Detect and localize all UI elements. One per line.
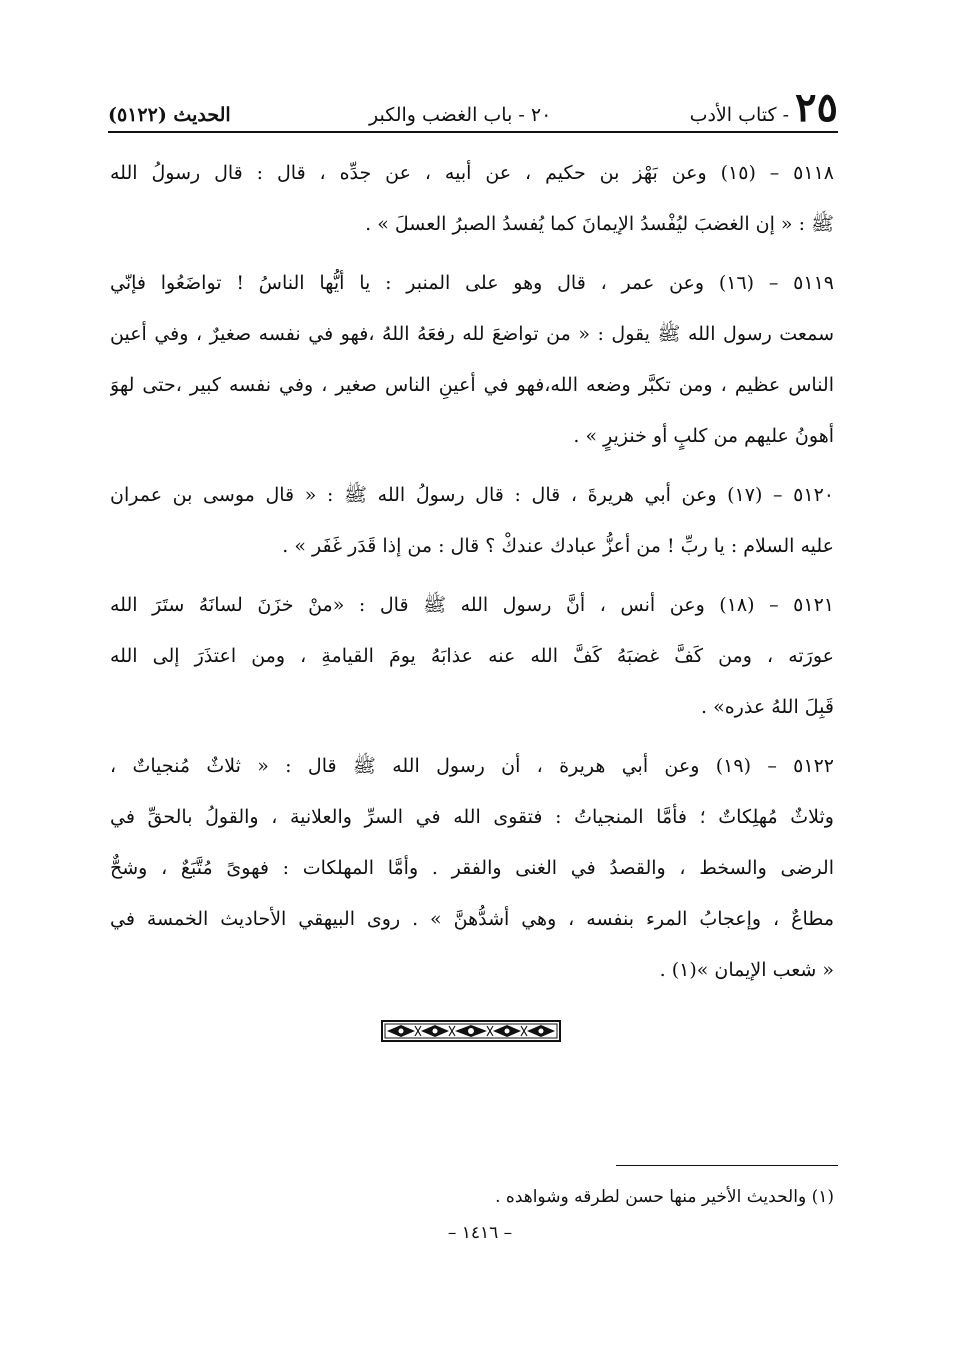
page-body <box>110 148 834 1004</box>
text-line: ٥١٢١ – (١٨) وعن أنس ، أنَّ رسول الله ﷺ قال : «منْ خزَنَ لسانَهُ ستَرَ الله <box>110 594 834 616</box>
section-title: ٢٠ - باب الغضب والكبر <box>369 104 552 126</box>
text-line: الناس عظيم ، ومن تكبَّر وضعه الله،فهو في أعينِ الناس صغير ، وفي نفسه كبير ،حتى لهوَ <box>110 374 834 396</box>
text-line: « شعب الإيمان »(١) . <box>659 959 834 981</box>
header-divider <box>108 131 838 133</box>
footnote-divider <box>616 1165 838 1166</box>
text-line: قَبِلَ اللهُ عذره» . <box>701 696 834 718</box>
text-line: عورَته ، ومن كَفَّ غضبَهُ كَفَّ الله عنه عذابَهُ يومَ القيامةِ ، ومن اعتذَرَ إلى الله <box>110 645 834 667</box>
hadith-reference: الحديث (٥١٢٢) <box>108 104 231 126</box>
text-line: وثلاثٌ مُهلِكاتٌ ؛ فأمَّا المنجياتُ : فتقوى الله في السرِّ والعلانية ، والقولُ بالحقِّ في <box>110 806 834 828</box>
hadith-5122 <box>110 741 834 996</box>
hadith-5119 <box>110 258 834 462</box>
footnote: (١) والحديث الأخير منها حسن لطرقه وشواهده . <box>495 1187 834 1207</box>
text-line: عليه السلام : يا ربِّ ! من أعزُّ عبادك عندكْ ؟ قال : من إذا قَدَر غَفَر » . <box>282 535 834 557</box>
text-line: أهونُ عليهم من كلبٍ أو خنزيرٍ » . <box>573 425 834 447</box>
text-line: ﷺ : « إن الغضبَ ليُفْسدُ الإيمانَ كما يُفسدُ الصبرُ العسلَ » . <box>365 213 834 235</box>
text-line: ٥١٢٠ – (١٧) وعن أبي هريرةَ ، قال : قال رسولُ الله ﷺ : « قال موسى بن عمران <box>110 484 834 506</box>
chapter-title: - كتاب الأدب <box>689 104 790 126</box>
page-header <box>108 80 838 131</box>
text-line: مطاعٌ ، وإعجابُ المرء بنفسه ، وهي أشدُّهنَّ » . روى البيهقي الأحاديث الخمسة في <box>110 908 834 930</box>
page-number: – ١٤١٦ – <box>447 1223 513 1243</box>
chapter-heading <box>689 84 838 131</box>
hadith-5120 <box>110 470 834 572</box>
hadith-5121 <box>110 580 834 733</box>
hadith-5118 <box>110 148 834 250</box>
text-line: ٥١١٩ – (١٦) وعن عمر ، قال وهو على المنبر : يا أيُّها الناسُ ! تواضَعُوا فإنّي <box>110 272 834 294</box>
chapter-number: ٢٥ <box>795 84 838 131</box>
ornament-divider <box>381 1020 561 1042</box>
text-line: سمعت رسول الله ﷺ يقول : « من تواضعَ لله رفعَهُ اللهُ ،فهو في نفسه صغيرٌ ، وفي أعين <box>110 323 834 345</box>
text-line: ٥١٢٢ – (١٩) وعن أبي هريرة ، أن رسول الله ﷺ قال : « ثلاثٌ مُنجياتٌ ، <box>110 755 834 777</box>
text-line: ٥١١٨ – (١٥) وعن بَهْز بن حكيم ، عن أبيه ، عن جدِّه ، قال : قال رسولُ الله <box>110 162 834 184</box>
text-line: الرضى والسخط ، والقصدُ في الغنى والفقر . وأمَّا المهلكات : فهوىً مُتَّبَعٌ ، وشحٌّ <box>110 857 834 879</box>
